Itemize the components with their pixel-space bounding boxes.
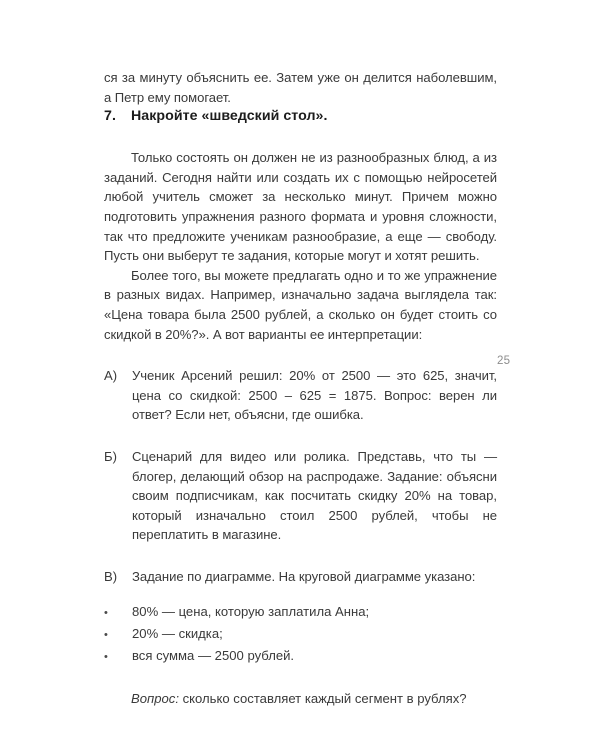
list-item	[104, 567, 497, 587]
section-heading-number: 7.	[104, 108, 116, 125]
lettered-text: Ученик Арсений решил: 20% от 2500 — это 625, значит, цена со скидкой: 2500 – 625 = 1875. Вопрос: верен ли ответ? Если нет, объясни, где ошибка.	[132, 368, 497, 423]
section-heading	[104, 107, 497, 126]
bullet-list	[104, 602, 497, 667]
bullet-dot-icon: •	[104, 607, 108, 620]
opening-paragraph: ся за минуту объяснить ее. Затем уже он делится наболевшим, а Петр ему помогает.	[104, 70, 497, 105]
lettered-marker: Б)	[104, 448, 117, 464]
lettered-marker: А)	[104, 368, 118, 384]
bullet-dot-icon: •	[104, 629, 108, 642]
question-text: сколько составляет каждый сегмент в рублях?	[178, 691, 467, 707]
list-item	[104, 602, 497, 624]
list-item	[104, 366, 497, 425]
lettered-text: Задание по диаграмме. На круговой диаграмме указано:	[132, 568, 476, 584]
page-number: 25	[497, 355, 511, 367]
lettered-text: Сценарий для видео или ролика. Представь, что ты — блогер, делающий обзор на распродаже. Задание: объясни своим подписчикам, как посчитать скидку 20% на товар, который изначально стоил 2500 рублей, чтобы не переплатить в магазине.	[132, 448, 497, 543]
section-heading-text: Накройте «шведский стол».	[131, 108, 328, 125]
list-item	[104, 447, 497, 545]
lettered-marker: В)	[104, 568, 118, 584]
page-content	[104, 68, 497, 722]
bullet-dot-icon: •	[104, 650, 108, 663]
list-item	[104, 646, 497, 668]
question-label: Вопрос:	[131, 691, 179, 707]
list-item	[104, 624, 497, 646]
question-paragraph	[104, 689, 497, 709]
body-paragraph-1: Только состоять он должен не из разнообразных блюд, а из заданий. Сегодня найти или создать их с помощью нейросетей любой учитель сможет за несколько минут. Причем можно подготовить упражнения разного формата и уровня сложности, так что предложите ученикам разнообразие, а еще — свободу. Пусть они выберут те задания, которые могут и хотят решить.	[104, 150, 497, 264]
lettered-option-list	[104, 366, 497, 586]
body-paragraph-2: Более того, вы можете предлагать одно и то же упражнение в разных видах. Например, изначально задача выглядела так: «Цена товара была 2500 рублей, а сколько он будет стоить со скидкой в 20%?». А вот варианты ее интерпретации:	[104, 267, 497, 342]
bullet-text: вся сумма — 2500 рублей.	[132, 647, 295, 663]
bullet-text: 80% — цена, которую заплатила Анна;	[132, 604, 370, 620]
bullet-text: 20% — скидка;	[132, 626, 223, 642]
